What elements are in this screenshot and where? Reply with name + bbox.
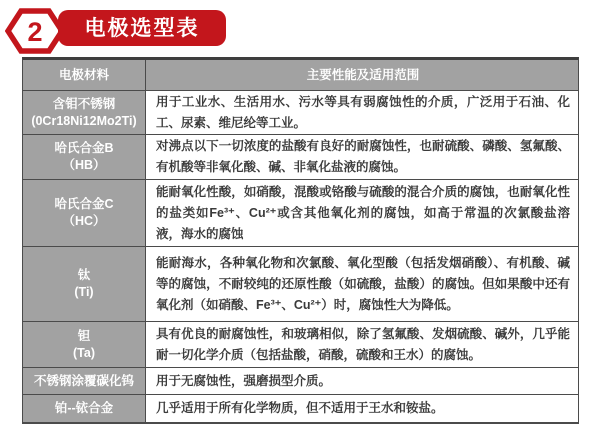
material-name: 含钼不锈钢 xyxy=(52,96,116,111)
material-name: 哈氏合金C xyxy=(54,197,114,211)
material-code: (0Cr18Ni12Mo2Ti) xyxy=(31,113,137,128)
desc-cell xyxy=(146,135,578,179)
desc-cell xyxy=(146,395,578,422)
desc-text: 能耐海水，各种氧化物和次氯酸、氧化型酸（包括发烟硝酸）、有机酸、碱等的腐蚀，不耐较纯的还原性酸（如硫酸，盐酸）的腐蚀。但如果酸中还有氧化剂（如硝酸、Fe³⁺、Cu²⁺）时，腐蚀性大为降低。 xyxy=(156,255,570,312)
material-code: (Ta) xyxy=(73,345,95,360)
desc-text: 用于工业水、生活用水、污水等具有弱腐蚀性的介质，广泛用于石油、化工、尿素、维尼纶等工业。 xyxy=(156,94,570,130)
desc-text: 对沸点以下一切浓度的盐酸有良好的耐腐蚀性，也耐硫酸、磷酸、氢氟酸、有机酸等非氧化酸、碱、非氧化盐液的腐蚀。 xyxy=(156,139,570,174)
material-cell xyxy=(23,368,146,394)
table-row xyxy=(23,368,578,395)
hexagon-badge xyxy=(5,8,65,54)
material-name: 钛 xyxy=(77,268,91,282)
table-row xyxy=(23,247,578,322)
desc-cell xyxy=(146,91,578,134)
table-row xyxy=(23,180,578,247)
material-name: 钽 xyxy=(77,328,91,343)
header-cell-performance xyxy=(146,60,578,90)
desc-cell xyxy=(146,180,578,246)
material-name: 哈氏合金B xyxy=(54,141,114,155)
desc-text: 用于无腐蚀性，强磨损型介质。 xyxy=(156,373,332,388)
desc-text: 具有优良的耐腐蚀性，和玻璃相似，除了氢氟酸、发烟硫酸、碱外，几乎能耐一切化学介质（包括盐酸，硝酸，硫酸和王水）的腐蚀。 xyxy=(156,326,570,362)
table-row xyxy=(23,395,578,422)
table-row xyxy=(23,91,578,135)
material-cell xyxy=(23,395,146,422)
header-material-label: 电极材料 xyxy=(58,67,109,82)
badge-number: 2 xyxy=(27,17,43,47)
desc-text: 几乎适用于所有化学物质，但不适用于王水和铵盐。 xyxy=(156,401,444,415)
material-name: 不锈钢涂覆碳化钨 xyxy=(33,373,134,388)
header-performance-label: 主要性能及适用范围 xyxy=(306,67,420,82)
material-cell xyxy=(23,135,146,179)
desc-cell xyxy=(146,247,578,321)
material-cell xyxy=(23,180,146,246)
page-title: 电极选型表 xyxy=(84,16,200,40)
title-banner xyxy=(58,10,226,46)
material-code: （HB） xyxy=(62,158,106,172)
desc-cell xyxy=(146,322,578,367)
material-name: 铂--铱合金 xyxy=(54,401,114,415)
material-code: (Ti) xyxy=(74,285,94,299)
table-row xyxy=(23,322,578,368)
desc-text: 能耐氧化性酸，如硝酸，混酸或铬酸与硫酸的混合介质的腐蚀，也耐氧化性的盐类如Fe³⁺、Cu²⁺或含其他氧化剂的腐蚀，如高于常温的次氯酸盐溶液，海水的腐蚀 xyxy=(156,184,570,241)
material-code: （HC） xyxy=(62,214,106,228)
table-row xyxy=(23,135,578,180)
table-header-row xyxy=(23,60,578,91)
electrode-table xyxy=(22,57,579,424)
header-cell-material xyxy=(23,60,146,90)
material-cell xyxy=(23,247,146,321)
material-cell xyxy=(23,91,146,134)
material-cell xyxy=(23,322,146,367)
desc-cell xyxy=(146,368,578,394)
